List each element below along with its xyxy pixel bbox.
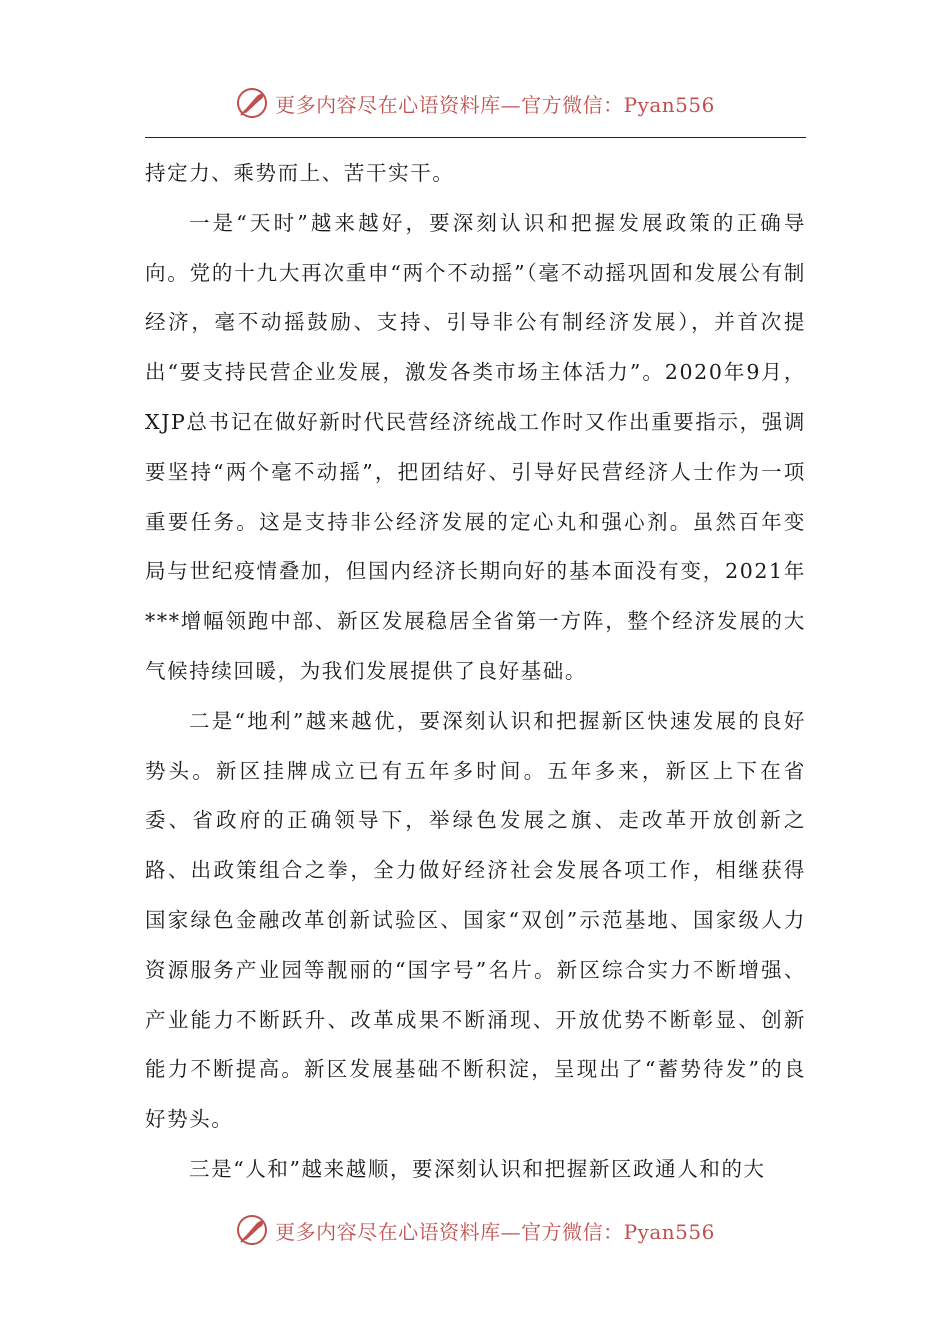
document-body [145, 149, 806, 1195]
paragraph-dili: 二是“地利”越来越优，要深刻认识和把握新区快速发展的良好势头。新区挂牌成立已有五年多时间。五年多来，新区上下在省委、省政府的正确领导下，举绿色发展之旗、走改革开放创新之路、出政策组合之拳，全力做好经济社会发展各项工作，相继获得国家绿色金融改革创新试验区、国家“双创”示范基地、国家级人力资源服务产业园等靓丽的“国字号”名片。新区综合实力不断增强、产业能力不断跃升、改革成果不断涌现、开放优势不断彰显、创新能力不断提高。新区发展基础不断积淀，呈现出了“蓄势待发”的良好势头。 [145, 708, 806, 1132]
paragraph-renhe: 三是“人和”越来越顺，要深刻认识和把握新区政通人和的大 [189, 1156, 766, 1181]
header-watermark-banner [0, 86, 950, 120]
paragraph-tianshi: 一是“天时”越来越好，要深刻认识和把握发展政策的正确导向。党的十九大再次重申“两个不动摇”（毫不动摇巩固和发展公有制经济，毫不动摇鼓励、支持、引导非公有制经济发展），并首次提出“要支持民营企业发展，激发各类市场主体活力”。2020年9月，XJP总书记在做好新时代民营经济统战工作时又作出重要指示，强调要坚持“两个毫不动摇”，把团结好、引导好民营经济人士作为一项重要任务。这是支持非公经济发展的定心丸和强心剂。虽然百年变局与世纪疫情叠加，但国内经济长期向好的基本面没有变，2021年***增幅领跑中部、新区发展稳居全省第一方阵，整个经济发展的大气候持续回暖，为我们发展提供了良好基础。 [145, 210, 806, 683]
header-divider [145, 137, 806, 138]
quill-pen-logo-icon [235, 1213, 269, 1247]
footer-watermark-banner [0, 1213, 950, 1247]
paragraph-continuation: 持定力、乘势而上、苦干实干。 [145, 161, 455, 185]
quill-pen-logo-icon [235, 86, 269, 120]
header-banner-text: 更多内容尽在心语资料库—官方微信：Pyan556 [275, 92, 715, 117]
footer-banner-text: 更多内容尽在心语资料库—官方微信：Pyan556 [275, 1219, 715, 1244]
